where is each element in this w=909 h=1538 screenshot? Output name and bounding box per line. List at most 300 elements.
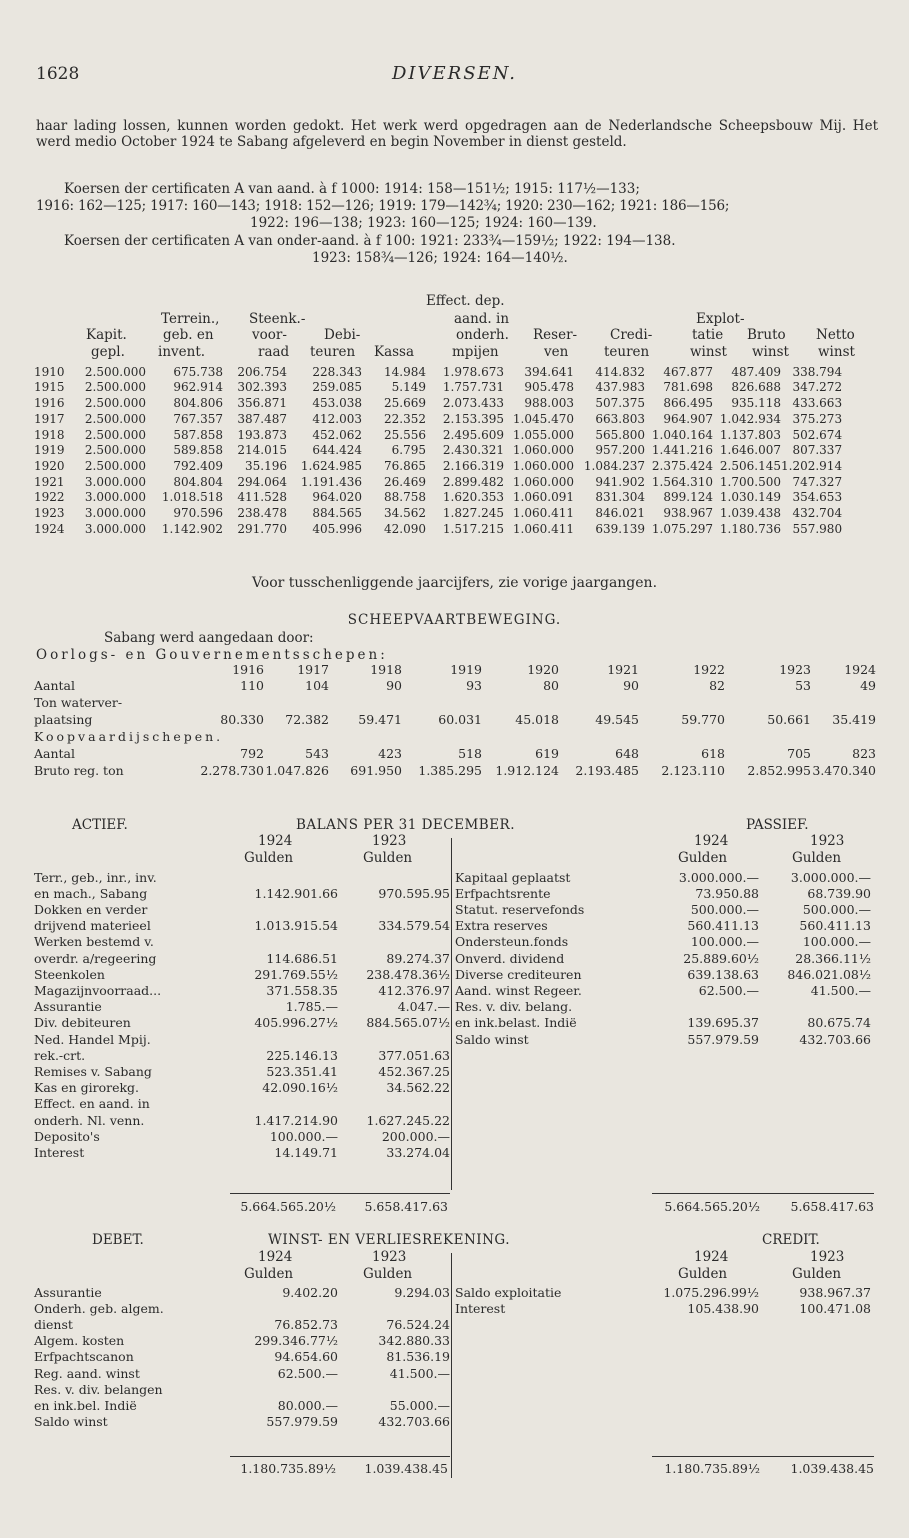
amount-cell: 41.500.— <box>810 983 871 999</box>
fin-row <box>34 458 842 474</box>
value-cell: 412.003 <box>312 411 362 426</box>
amount-cell <box>759 1000 871 1016</box>
actief-row <box>34 1016 450 1032</box>
amount-cell: 884.565.07½ <box>366 1015 450 1031</box>
value-cell: 193.873 <box>237 427 287 442</box>
amount-cell: 105.438.90 <box>687 1300 759 1316</box>
value-cell: 302.393 <box>237 380 287 395</box>
cell: 2.123.110 <box>661 763 725 779</box>
row-label: Saldo winst <box>34 1414 108 1430</box>
fin-row <box>34 411 842 427</box>
balans-passief-table <box>455 870 871 1048</box>
cell: 792 <box>240 746 264 762</box>
row-label: Assurantie <box>34 999 102 1015</box>
amount-cell <box>230 935 338 951</box>
row-label: en ink.belast. Indië <box>455 1015 577 1031</box>
bal-right-total-1924: 5.664.565.20½ <box>664 1199 760 1214</box>
value-cell: 1.060.000 <box>512 443 574 458</box>
actief-row <box>34 1080 450 1096</box>
fin-row <box>34 395 842 411</box>
value-cell: 1.827.245 <box>442 505 504 520</box>
bal-left-total-line <box>230 1193 450 1194</box>
value-cell: 338.794 <box>792 364 843 379</box>
value-cell: 6.795 <box>391 443 426 458</box>
fin-header-effect: Effect. dep. <box>426 293 505 309</box>
fin-h3-debi: Debi- <box>324 327 361 343</box>
amount-cell: 938.967.37 <box>799 1284 871 1300</box>
value-cell: 34.562 <box>384 505 426 520</box>
value-cell: 846.021 <box>595 505 645 520</box>
page-number: 1628 <box>36 64 80 84</box>
fin-header-steenk: Steenk.- <box>249 311 306 327</box>
win-right-cur2: Gulden <box>792 1266 842 1282</box>
value-cell: 565.800 <box>595 427 645 442</box>
row-label: Kapitaal geplaatst <box>455 869 571 885</box>
amount-cell: 342.880.33 <box>378 1333 450 1349</box>
koersen-b-line1: Koersen der certificaten A van onder-aand. à f 100: 1921: 233¾—159½; 1922: 194—138. <box>64 233 676 249</box>
value-cell: 1.060.091 <box>512 490 574 505</box>
amount-cell: 299.346.77½ <box>254 1333 338 1349</box>
row-label: Aantal <box>34 746 76 762</box>
year-cell: 1919 <box>34 443 65 458</box>
cell: 90 <box>386 678 402 694</box>
value-cell: 804.806 <box>173 396 223 411</box>
value-cell: 3.000.000 <box>84 490 146 505</box>
win-right-total-1924: 1.180.735.89½ <box>664 1461 760 1476</box>
row-label: Algem. kosten <box>34 1333 125 1349</box>
year-cell: 1910 <box>34 364 65 379</box>
amount-cell: 432.703.66 <box>799 1031 871 1047</box>
cell: 705 <box>787 746 811 762</box>
value-cell: 970.596 <box>173 505 223 520</box>
row-label: Saldo winst <box>455 1031 529 1047</box>
amount-cell: 1.142.901.66 <box>254 885 338 901</box>
value-cell: 1.564.310 <box>651 474 713 489</box>
actief-row <box>34 983 450 999</box>
value-cell: 1.030.149 <box>719 490 781 505</box>
fin-h4-winst3: winst <box>818 344 855 360</box>
row-label: Onverd. dividend <box>455 950 565 966</box>
value-cell: 214.015 <box>237 443 287 458</box>
actief-row <box>34 951 450 967</box>
value-cell: 826.688 <box>731 380 781 395</box>
bal-left-cur2: Gulden <box>363 850 413 866</box>
fin-h4-raad: raad <box>258 344 290 360</box>
value-cell: 3.000.000 <box>84 505 146 520</box>
value-cell: 2.375.424 <box>651 458 713 473</box>
debet-row <box>34 1415 450 1431</box>
scheep-bruto-row <box>34 763 876 780</box>
value-cell: 375.273 <box>792 411 843 426</box>
row-label: Remises v. Sabang <box>34 1063 152 1079</box>
year-cell: 1917 <box>34 411 65 426</box>
row-label: Ondersteun.fonds <box>455 934 569 950</box>
value-cell: 767.357 <box>173 411 223 426</box>
amount-cell <box>230 870 338 886</box>
amount-cell <box>230 1382 338 1398</box>
row-label: Kas en girorekg. <box>34 1080 140 1096</box>
value-cell: 2.500.000 <box>84 443 146 458</box>
amount-cell <box>230 1301 338 1317</box>
passief-row <box>455 886 871 902</box>
amount-cell: 560.411.13 <box>687 918 759 934</box>
amount-cell: 100.000.— <box>269 1128 338 1144</box>
cell: 90 <box>623 678 639 694</box>
value-cell: 1.517.215 <box>442 521 504 536</box>
value-cell: 25.556 <box>384 427 426 442</box>
value-cell: 354.653 <box>792 490 843 505</box>
amount-cell: 334.579.54 <box>378 918 450 934</box>
value-cell: 507.375 <box>595 396 645 411</box>
bal-left-y1: 1924 <box>258 833 293 849</box>
value-cell: 1.441.216 <box>651 443 713 458</box>
value-cell: 22.352 <box>384 411 426 426</box>
value-cell: 807.337 <box>792 443 843 458</box>
credit-label: CREDIT. <box>762 1232 820 1248</box>
amount-cell: 4.047.— <box>397 999 450 1015</box>
value-cell: 675.738 <box>173 364 223 379</box>
amount-cell: 100.471.08 <box>799 1300 871 1316</box>
value-cell: 2.500.000 <box>84 396 146 411</box>
value-cell: 962.914 <box>173 380 223 395</box>
debet-row <box>34 1366 450 1382</box>
actief-row <box>34 935 450 951</box>
actief-row <box>34 919 450 935</box>
value-cell: 935.118 <box>731 396 781 411</box>
cell: 80 <box>543 678 559 694</box>
value-cell: 1.137.803 <box>719 427 781 442</box>
value-cell: 1.757.731 <box>442 380 504 395</box>
value-cell: 639.139 <box>595 521 645 536</box>
value-cell: 2.430.321 <box>442 443 504 458</box>
amount-cell: 41.500.— <box>389 1365 450 1381</box>
actief-row <box>34 1032 450 1048</box>
value-cell: 2.073.433 <box>442 396 504 411</box>
actief-row <box>34 886 450 902</box>
amount-cell: 452.367.25 <box>378 1063 450 1079</box>
amount-cell: 100.000.— <box>690 934 759 950</box>
amount-cell: 412.376.97 <box>378 983 450 999</box>
value-cell: 432.704 <box>792 505 843 520</box>
intro-paragraph: haar lading lossen, kunnen worden gedokt. Het werk werd opgedragen aan de Nederlandsche Scheepsbouw Mij. Het werd medio October 1924 te Sabang afgeleverd en begin November in dienst gesteld. <box>36 118 878 150</box>
value-cell: 2.899.482 <box>442 474 504 489</box>
value-cell: 2.500.000 <box>84 411 146 426</box>
cell: 72.382 <box>285 712 329 728</box>
value-cell: 899.124 <box>663 490 713 505</box>
year-cell: 1920 <box>34 458 65 473</box>
cell: 2.193.485 <box>575 763 639 779</box>
value-cell: 938.967 <box>663 505 713 520</box>
value-cell: 2.500.000 <box>84 380 146 395</box>
amount-cell <box>338 870 450 886</box>
win-right-y2: 1923 <box>810 1249 845 1265</box>
debet-row <box>34 1334 450 1350</box>
amount-cell: 3.000.000.— <box>678 869 759 885</box>
fin-h4-winst1: winst <box>690 344 727 360</box>
amount-cell: 291.769.55½ <box>254 966 338 982</box>
credit-row <box>455 1285 871 1301</box>
amount-cell: 846.021.08½ <box>787 966 871 982</box>
cell: 1.047.826 <box>265 763 329 779</box>
value-cell: 414.832 <box>595 364 645 379</box>
fin-h3-bruto: Bruto <box>747 327 786 343</box>
fin-h4-teuren: teuren <box>310 344 356 360</box>
win-right-total-line <box>652 1456 874 1457</box>
balans-divider <box>451 838 452 1190</box>
fin-h4-ven: ven <box>544 344 569 360</box>
amount-cell: 560.411.13 <box>799 918 871 934</box>
value-cell: 3.000.000 <box>84 474 146 489</box>
row-label: Statut. reservefonds <box>455 902 585 918</box>
amount-cell <box>230 902 338 918</box>
row-label: Werken bestemd v. <box>34 934 154 950</box>
value-cell: 2.166.319 <box>442 458 504 473</box>
win-left-total-1923: 1.039.438.45 <box>364 1461 448 1476</box>
value-cell: 42.090 <box>384 521 426 536</box>
fin-h4-teuren2: teuren <box>604 344 650 360</box>
amount-cell: 3.000.000.— <box>790 869 871 885</box>
fin-h3-reser: Reser- <box>533 327 578 343</box>
row-label: Terr., geb., inr., inv. <box>34 869 157 885</box>
amount-cell <box>230 1032 338 1048</box>
year-cell: 1921 <box>34 474 65 489</box>
cell: 49.545 <box>595 712 639 728</box>
amount-cell: 500.000.— <box>690 902 759 918</box>
value-cell: 35.196 <box>245 458 287 473</box>
value-cell: 5.149 <box>391 380 426 395</box>
bal-left-y2: 1923 <box>372 833 407 849</box>
actief-row <box>34 1145 450 1161</box>
value-cell: 557.980 <box>792 521 843 536</box>
fin-h3-kapit: Kapit. <box>86 327 127 343</box>
year-cell: 1918 <box>34 427 65 442</box>
scheep-year: 1923 <box>779 662 811 678</box>
amount-cell: 76.524.24 <box>386 1317 450 1333</box>
amount-cell: 89.274.37 <box>386 950 450 966</box>
win-right-total-1923: 1.039.438.45 <box>790 1461 874 1476</box>
fin-h3-tatie: tatie <box>692 327 724 343</box>
value-cell: 1.018.518 <box>161 490 223 505</box>
value-cell: 291.770 <box>237 521 287 536</box>
scheep-year: 1921 <box>607 662 639 678</box>
value-cell: 988.003 <box>524 396 574 411</box>
amount-cell: 76.852.73 <box>274 1317 338 1333</box>
value-cell: 433.663 <box>792 396 843 411</box>
amount-cell: 25.889.60½ <box>683 950 759 966</box>
row-label: Steenkolen <box>34 966 105 982</box>
amount-cell: 500.000.— <box>802 902 871 918</box>
value-cell: 1.060.000 <box>512 474 574 489</box>
value-cell: 14.984 <box>384 364 426 379</box>
amount-cell: 55.000.— <box>389 1398 450 1414</box>
amount-cell: 405.996.27½ <box>254 1015 338 1031</box>
passief-row <box>455 1016 871 1032</box>
amount-cell: 200.000.— <box>381 1128 450 1144</box>
fin-row <box>34 521 842 537</box>
value-cell: 1.978.673 <box>442 364 504 379</box>
koop-label: Koopvaardijschepen. <box>34 729 224 745</box>
actief-row <box>34 1048 450 1064</box>
value-cell: 1.180.736 <box>719 521 781 536</box>
winst-title: WINST- EN VERLIESREKENING. <box>268 1232 511 1248</box>
value-cell: 2.153.395 <box>442 411 504 426</box>
scheep-year: 1924 <box>844 662 876 678</box>
cell: 82 <box>709 678 725 694</box>
value-cell: 1.045.470 <box>512 411 574 426</box>
value-cell: 866.495 <box>663 396 713 411</box>
amount-cell <box>338 935 450 951</box>
value-cell: 804.804 <box>173 474 223 489</box>
row-label: Effect. en aand. in <box>34 1096 150 1112</box>
fin-header-explot: Explot- <box>696 311 745 327</box>
row-label: Dokken en verder <box>34 902 148 918</box>
scheep-sabang: Sabang werd aangedaan door: <box>104 630 314 646</box>
value-cell: 88.758 <box>384 490 426 505</box>
value-cell: 3.000.000 <box>84 521 146 536</box>
row-label: Interest <box>34 1144 85 1160</box>
amount-cell: 80.675.74 <box>807 1015 871 1031</box>
bal-left-cur1: Gulden <box>244 850 294 866</box>
debet-row <box>34 1350 450 1366</box>
amount-cell: 377.051.63 <box>378 1047 450 1063</box>
passief-row <box>455 951 871 967</box>
win-left-y2: 1923 <box>372 1249 407 1265</box>
cell: 1.385.295 <box>418 763 482 779</box>
year-cell: 1916 <box>34 396 65 411</box>
value-cell: 356.871 <box>237 396 287 411</box>
cell: 1.912.124 <box>495 763 559 779</box>
row-label: en mach., Sabang <box>34 885 148 901</box>
amount-cell: 238.478.36½ <box>366 966 450 982</box>
value-cell: 831.304 <box>595 490 645 505</box>
amount-cell: 9.294.03 <box>394 1284 450 1300</box>
koersen-a-line3: 1922: 196—138; 1923: 160—125; 1924: 160—139. <box>250 215 597 231</box>
cell: 3.470.340 <box>812 763 876 779</box>
cell: 619 <box>535 746 559 762</box>
fin-row <box>34 442 842 458</box>
amount-cell <box>338 1301 450 1317</box>
value-cell: 1.202.914 <box>781 458 843 473</box>
value-cell: 587.858 <box>173 427 223 442</box>
value-cell: 1.142.902 <box>161 521 223 536</box>
cell: 648 <box>615 746 639 762</box>
winst-credit-table <box>455 1285 871 1317</box>
win-left-cur2: Gulden <box>363 1266 413 1282</box>
debet-row <box>34 1317 450 1333</box>
amount-cell: 14.149.71 <box>274 1144 338 1160</box>
win-right-y1: 1924 <box>694 1249 729 1265</box>
passief-row <box>455 902 871 918</box>
value-cell: 347.272 <box>792 380 843 395</box>
value-cell: 452.062 <box>312 427 362 442</box>
amount-cell: 557.979.59 <box>687 1031 759 1047</box>
koersen-a-line1: Koersen der certificaten A van aand. à f 1000: 1914: 158—151½; 1915: 117½—133; <box>64 181 640 197</box>
winst-debet-table <box>34 1285 450 1431</box>
cell: 35.419 <box>832 712 876 728</box>
fin-h3-netto: Netto <box>816 327 855 343</box>
cell: 60.031 <box>438 712 482 728</box>
amount-cell: 81.536.19 <box>386 1349 450 1365</box>
value-cell: 1.700.500 <box>719 474 781 489</box>
bal-right-total-line <box>652 1193 874 1194</box>
value-cell: 1.060.411 <box>512 521 574 536</box>
fin-h4-invent: invent. <box>158 344 206 360</box>
row-label: overdr. a/regeering <box>34 950 157 966</box>
actief-row <box>34 1064 450 1080</box>
amount-cell <box>338 1032 450 1048</box>
value-cell: 387.487 <box>237 411 287 426</box>
year-cell: 1923 <box>34 505 65 520</box>
fin-row <box>34 474 842 490</box>
bal-left-total-1923: 5.658.417.63 <box>364 1199 448 1214</box>
amount-cell <box>338 1382 450 1398</box>
debet-row <box>34 1382 450 1398</box>
amount-cell: 970.595.95 <box>378 885 450 901</box>
scheep-ton-row <box>34 712 876 729</box>
bal-right-cur1: Gulden <box>678 850 728 866</box>
amount-cell: 33.274.04 <box>386 1144 450 1160</box>
win-left-total-1924: 1.180.735.89½ <box>240 1461 336 1476</box>
value-cell: 2.500.000 <box>84 458 146 473</box>
amount-cell: 139.695.37 <box>687 1015 759 1031</box>
value-cell: 1.055.000 <box>512 427 574 442</box>
value-cell: 957.200 <box>595 443 645 458</box>
fin-row <box>34 490 842 506</box>
voor-note: Voor tusschenliggende jaarcijfers, zie vorige jaargangen. <box>251 575 658 591</box>
financial-table <box>34 364 842 537</box>
fin-h4-mpijen: mpijen <box>452 344 499 360</box>
value-cell: 964.020 <box>312 490 362 505</box>
bal-left-total-1924: 5.664.565.20½ <box>240 1199 336 1214</box>
amount-cell: 1.417.214.90 <box>254 1112 338 1128</box>
amount-cell: 1.785.— <box>285 999 338 1015</box>
fin-h3-onderh: onderh. <box>456 327 509 343</box>
balans-title: BALANS PER 31 DECEMBER. <box>296 817 516 833</box>
row-label: Ned. Handel Mpij. <box>34 1031 151 1047</box>
row-label: Diverse crediteuren <box>455 966 582 982</box>
value-cell: 228.343 <box>312 364 362 379</box>
amount-cell: 639.138.63 <box>687 966 759 982</box>
value-cell: 1.084.237 <box>583 458 645 473</box>
actief-row <box>34 1097 450 1113</box>
value-cell: 2.500.000 <box>84 427 146 442</box>
value-cell: 467.877 <box>663 364 713 379</box>
row-label: Bruto reg. ton <box>34 763 124 779</box>
scheep-oorlog-label: Oorlogs- en Gouvernementsschepen: <box>36 647 388 663</box>
value-cell: 259.085 <box>312 380 362 395</box>
cell: 45.018 <box>515 712 559 728</box>
win-left-y1: 1924 <box>258 1249 293 1265</box>
cell: 823 <box>852 746 876 762</box>
value-cell: 502.674 <box>792 427 843 442</box>
value-cell: 25.669 <box>384 396 426 411</box>
row-label: Erfpachtsrente <box>455 885 551 901</box>
passief-row <box>455 870 871 886</box>
value-cell: 2.506.145 <box>719 458 781 473</box>
actief-row <box>34 902 450 918</box>
value-cell: 1.039.438 <box>719 505 781 520</box>
fin-h3-credi: Credi- <box>610 327 653 343</box>
scheep-koop-aantal-row <box>34 746 876 763</box>
cell: 53 <box>795 678 811 694</box>
win-right-cur1: Gulden <box>678 1266 728 1282</box>
value-cell: 1.620.353 <box>442 490 504 505</box>
scheep-title: SCHEEPVAARTBEWEGING. <box>347 612 562 628</box>
fin-h3-voor: voor- <box>252 327 287 343</box>
value-cell: 2.495.609 <box>442 427 504 442</box>
cell: 59.770 <box>681 712 725 728</box>
row-label: Reg. aand. winst <box>34 1365 140 1381</box>
